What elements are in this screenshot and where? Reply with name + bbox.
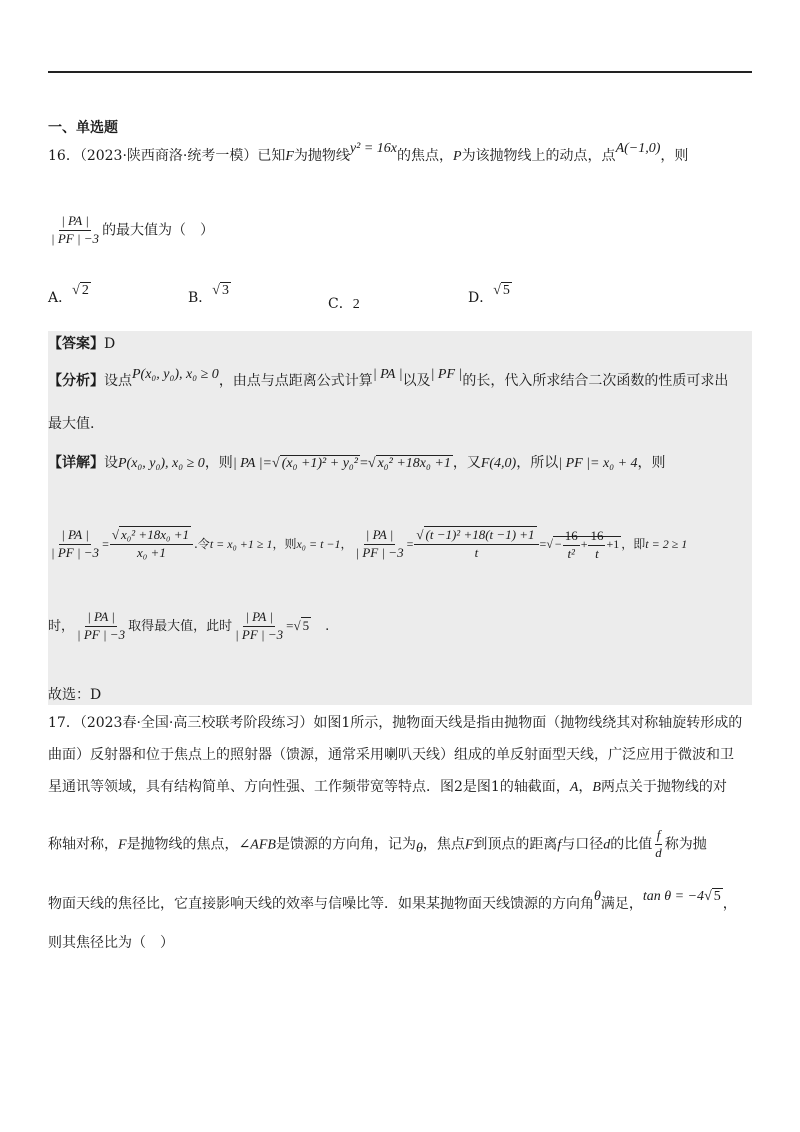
analysis-line1: 【分析】设点P(x₀, y₀), x₀ ≥ 0，由点与点距离公式计算| PA |以及| PF |的长，代入所求结合二次函数的性质可求出: [48, 367, 729, 389]
section-title: 一、单选题: [48, 120, 118, 136]
q16-option-b[interactable]: B．√ 3: [188, 283, 229, 306]
q16-text: ，则: [660, 148, 689, 164]
q16-var-F: F: [285, 149, 294, 164]
q17-line1: 17．（2023春·全国·高三校联考阶段练习）如图1所示，抛物面天线是指由抛物面（抛物线绕其对称轴旋转形成的: [48, 715, 743, 731]
q16-stem-line2: [48, 214, 214, 247]
q16-option-c[interactable]: C．2: [328, 296, 360, 312]
analysis-line2: 最大值.: [48, 416, 95, 432]
q16-text: 的焦点，: [397, 148, 453, 164]
q16-option-a[interactable]: A．√ 2: [48, 283, 89, 306]
q17-line2: 曲面）反射器和位于焦点上的照射器（馈源，通常采用喇叭天线）组成的单反射面型天线，广泛应用于微波和卫: [48, 747, 734, 763]
q16-parabola: y² = 16x: [349, 141, 397, 156]
q17-line5: 物面天线的焦径比，它直接影响天线的效率与信噪比等．如果某抛物面天线馈源的方向角θ满足，tan θ = −4√ 5 ，: [48, 889, 737, 912]
answer-value: D: [104, 336, 116, 352]
detail-line3: 时， $\frac{| PA |}{| PF | -3}$ 取得最大值，此时 $\frac{| PA |}{| PF | -3}$ =√ 5 .: [48, 609, 330, 642]
q17-line3: 星通讯等领域，具有结构简单、方向性强、工作频带宽等特点．图2是图1的轴截面，A，B两点关于抛物线的对: [48, 779, 727, 795]
q16-number: 16．: [48, 148, 80, 164]
q16-point-A: A(−1,0): [615, 141, 661, 156]
q16-text: 为该抛物线上的动点，点: [461, 148, 616, 164]
detail-line1: 【详解】设P(x₀, y₀), x₀ ≥ 0，则| PA |=√ (x₀ +1)² + y₀² =√ x₀² +18x₀ +1 ，又F(4,0)，所以| PF |= x₀ + 4，则: [48, 455, 666, 471]
choice-line: 故选：D: [48, 687, 102, 703]
q16-stem-line1: [48, 141, 689, 166]
detail-line2: $\frac{| PA |}{| PF | -3}$ = $\frac{\text{√ x₀² +18x₀ +1}}{\text{x₀ +1}}$ .令t = x₀ +1 ≥ 1，则x₀ = t −1， $\frac{| PA |}{| PF | -3}$ = $\frac{\text{√ (t −1)² +18(t −1) +1}}{t}$ =√ − $\frac{16}{\text{t²}}$ + $\frac{16}{t}$ +1 ，即t = 2 ≥ 1: [51, 527, 688, 561]
q16-option-d[interactable]: D．√ 5: [468, 283, 510, 306]
q17-line4: 称轴对称，F是抛物线的焦点，∠AFB是馈源的方向角，记为θ，焦点F到顶点的距离f与口径d的比值 $\frac{f}{d}$ 称为抛: [48, 827, 707, 860]
header-rule: [48, 71, 752, 73]
q16-text: 已知: [257, 148, 286, 164]
q16-text: 的最大值为（ ）: [102, 222, 215, 239]
q17-source: （2023春·全国·高三校联考阶段练习）: [79, 715, 314, 731]
q16-text: 为抛物线: [293, 148, 350, 164]
q16-fraction: $\frac{| PA |}{| PF | -3}$: [51, 213, 100, 246]
q17-number: 17．: [48, 715, 80, 731]
choice-value: D: [90, 687, 102, 703]
q16-source: （2023·陕西商洛·统考一模）: [79, 148, 258, 164]
q16-var-P: P: [453, 149, 462, 164]
q17-line6: 则其焦径比为（ ）: [48, 935, 174, 951]
answer-line: 【答案】D: [48, 336, 116, 352]
